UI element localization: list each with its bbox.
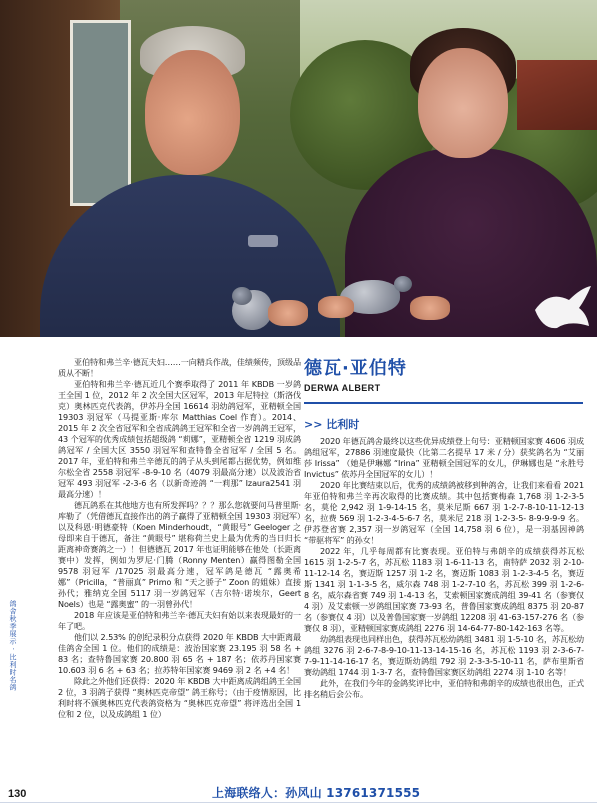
dove-icon (529, 280, 593, 335)
article-paragraph: 亚伯特和弗兰辛·德瓦近几个赛季取得了 2011 年 KBDB 一岁鸽王全国 1 位，2012 年 2 次全国大区冠军，2013 年尼特拉（斯洛伐克）奥林匹克代表鸽，伊苏丹全国 16614 羽幼鸽冠军，亚精顿全国 19303 羽冠军（马提亚斯·库尔 Matthias Coel 作育）。2014、2015 年 2 次全省冠军和全省成鸽鸽王冠军和全省一岁鸽鸽王冠军，43 个冠军的优秀成绩包括超级鸽 “莉娜”，亚精顿全省 1219 羽成鸽鸽冠军 / 全国大区 3550 羽冠军和查特鲁全省冠军 / 全国 5 名。2017 年，亚伯特和弗兰辛德瓦的鸽子从头到尾都占据优势，例如维尔松全省 2558 羽冠军 -8-9-10 名（4079 羽最高分速）以及波治省冠军 493 羽冠军 -2-3-6 名（以新奇迹鸽 “一莉那” Izaura2541 羽最高分速）！ (58, 379, 301, 499)
title-divider (304, 402, 583, 404)
footer-contact: 上海联络人：孙风山 13761371555 (212, 786, 421, 800)
article-paragraph: 此外，在我们今年的金鸽奖评比中，亚伯特和弗朗辛的成绩也很出色，正式排名稍后会公布。 (304, 678, 584, 699)
article-title: 德瓦·亚伯特 (304, 358, 407, 379)
hands (410, 296, 450, 320)
article-paragraph: 幼鸽组表现也同样出色，获得苏瓦松幼鸽组 3481 羽 1-5-10 名，苏瓦松幼鸽组 3276 羽 2-6-7-8-9-10-11-13-14-15-16 名，苏瓦松 1193 羽 2-3-6-7-7-9-11-14-16-17 名，赛迈斯幼鸽组 792 羽 2-3-3-5-10-11 名，萨布里斯省赛幼鸽组 1744 羽 1-3-7 名，查特鲁国家赛区幼鸽组 2274 羽 1-10 名等！ (304, 634, 584, 677)
article-paragraph: 2018 年应该是亚伯特和弗兰辛·德瓦夫妇有始以来表现最好的一年了吧。 (58, 610, 301, 631)
article-paragraph: 除此之外他们还获得：2020 年 KBDB 大中距离成鸽组鸽王全国 2 位，3 羽鸽子获得 “奥林匹克帝望” 鸽王称号；（由于疫情原因，比利时将不颁奥林匹克代表鸽资格为 “奥林匹克帝望” 将评选出全国 1 位和 2 位，以及成鸽组 1 位） (58, 676, 301, 719)
article-paragraph: 2022 年，几乎每周都有比赛表现。亚伯特与弗朗辛的成绩获得苏瓦松 1615 羽 1-2-5-7 名，苏瓦松 1183 羽 1-6-11-13 名，南特萨 2032 羽 2-10-11-12-14 名，赛迈斯 1257 羽 1-2 名，赛迈斯 1083 羽 1-2-3-4-5 名，赛迈斯 1341 羽 1-1-3-5 名，威尔森 748 羽 1-2-7-10 名，苏瓦松 399 羽 1-2-6-8 名，威尔森省赛 749 羽 1-4-13 名，艾索顿国家赛成鸽组 39-41 名（参赛仅 4 羽）及艾索顿一岁鸽组国家赛 73-93 名，普鲁国家赛成鸽组 8375 羽 20-87 名（参赛仅 4 羽）以及普鲁国家赛一岁鸽组 12208 羽 41-63-157-276 名（参赛仅 8 羽），亚精顿国家赛成鸽组 2276 羽 14-64-77-80-142-163 名等。 (304, 546, 584, 633)
pigeon-right-head (394, 276, 412, 292)
article-paragraph: 2020 年德瓦鸽舍最终以这些优异成绩登上句号：亚精顿国家赛 4606 羽成鸽组冠军，27886 羽速度最快（比第二名提早 17 米 / 分）获奖鸽名为 “艾丽莎 Irissa” （她是伊琳娜 “Irina” 亚精顿全国冠军的女儿，伊琳娜也是 “永胜号 Invictus” 依苏丹全国冠军的女儿）！ (304, 436, 584, 479)
photo-window (70, 20, 131, 206)
article-paragraph: 他们以 2.53% 的创纪录积分点获得 2020 年 KBDB 大中距离最佳鸽舍全国 1 位。他们的成绩是：波治国家赛 23.195 羽 58 名 + 83 名；查特鲁国家赛 20.800 羽 65 名 + 187 名；依苏丹国家赛 10.603 羽 6 名 + 63 名；拉苏特年国家赛 9469 羽 2 名 +4 名！ (58, 632, 301, 675)
article-right-column (304, 436, 584, 700)
pigeon-left-head (232, 287, 252, 305)
man-face (145, 50, 240, 175)
page-number: 130 (8, 788, 27, 800)
article-paragraph: 德瓦鸽系在其他地方也有所发挥吗？？？那么您就要问马普里斯·库勒了（凭借德瓦直接作出的鸽子赢得了亚精顿全国 19303 羽冠军）以及科恩·明德豪特（Koen Minderhoudt，“黄眼号” Geeloger 之母即来自于德瓦，备注 “黄眼号” 堪称荷兰史上最为优秀的当日归长距离神奇赛鸽之一）！但德德瓦 2017 年也证明能够在他处（长距离赛中）发挥，例如为罗尼·门腾（Ronny Menten）赢得图勒全国 9578 羽冠军 /17025 羽最高分速，冠军鸽是德瓦 “露奥希娜”（Pricilla，“普丽真” Primo 和 “天之骄子” Zoon 的姐妹）直接孙代；雅纳克全国 5117 羽一岁鸽冠军（吉尔特·诺埃尔，Geert Noels）也是 “露奥蜜” 的一羽曾孙代！ (58, 500, 301, 609)
article-paragraph: 亚伯特和弗兰辛·德瓦夫妇……一向精兵作战，佳绩频传，顶级品质从不断！ (58, 357, 301, 378)
article-paragraph: 2020 年比赛结束以后，优秀的成绩鸽被移到种鸽舍，让我们来看看 2021 年亚伯特和弗兰辛再次取得的比赛成绩。其中包括赛梅森 1,768 羽 1-2-3-5 名，莫伦 2,942 羽 1-9-14-15 名，莫米尼斯 667 羽 1-2-7-8-10-11-12-13 名，拉费 569 羽 1-2-3-4-5-6-7 名，莫米尼 218 羽 1-2-3-5- 8-9-9-9-9 名。伊苏登省赛 2,357 羽一岁鸽冠军（全国 14,758 羽 6 位），是一羽基因神鸽 “带驱将军” 的孙女！ (304, 480, 584, 545)
footer-divider (0, 802, 597, 803)
hands (318, 296, 354, 318)
article-title-block (304, 358, 584, 393)
woman-face (418, 48, 508, 158)
section-heading: >> 比利时 (304, 418, 360, 431)
side-running-text: 鸽舍秋季展示 · 比利时名鸽 (9, 600, 17, 691)
cover-photo (0, 0, 597, 337)
article-subtitle: DERWA ALBERT (304, 383, 381, 393)
photo-roof (517, 60, 597, 130)
hands (268, 300, 308, 326)
article-left-column (58, 357, 301, 720)
sweater-logo (248, 235, 278, 247)
